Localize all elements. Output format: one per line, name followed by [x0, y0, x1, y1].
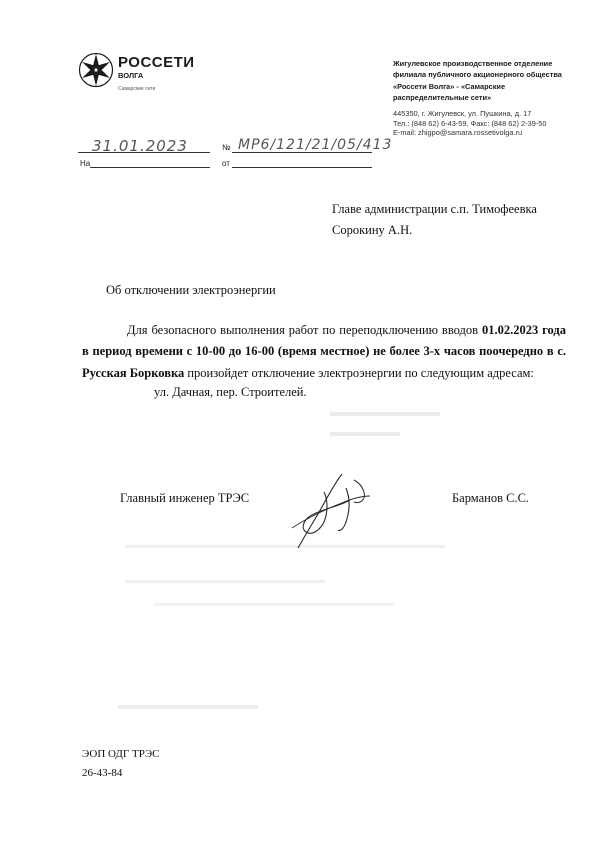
date-line	[78, 152, 210, 153]
ot-line	[232, 167, 372, 168]
executor-department: ЭОП ОДГ ТРЭС	[82, 748, 160, 760]
logo-subtitle: ВОЛГА	[118, 71, 144, 80]
letter-body	[82, 320, 566, 384]
organization-address	[393, 109, 583, 138]
number-line	[232, 152, 372, 153]
logo-name: РОССЕТИ	[118, 54, 195, 71]
street-list: ул. Дачная, пер. Строителей.	[154, 385, 307, 399]
addressee	[332, 199, 537, 241]
address-line: E-mail: zhigpo@samara.rossetivolga.ru	[393, 128, 523, 138]
org-line: «Россети Волга» - «Самарские	[393, 81, 506, 91]
show-through-decoration	[118, 705, 258, 709]
rosseti-logo-icon	[78, 52, 114, 88]
logo-subtitle-small: Самарские сети	[118, 86, 156, 92]
addressee-line-1: Главе администрации с.п. Тимофеевка	[332, 202, 537, 216]
handwritten-number: МР6/121/21/05/413	[238, 137, 393, 153]
handwritten-date: 31.01.2023	[92, 137, 188, 155]
executor-phone: 26-43-84	[82, 767, 123, 779]
body-text-part: произойдет отключение электроэнергии по следующим адресам:	[184, 365, 534, 380]
show-through-decoration	[330, 410, 450, 440]
signer-name: Барманов С.С.	[452, 491, 530, 505]
signer-position: Главный инженер ТРЭС	[120, 491, 250, 505]
show-through-decoration	[125, 545, 445, 625]
ot-label: от	[222, 159, 230, 168]
organization-name	[393, 58, 583, 104]
org-line: Жигулевское производственное отделение	[393, 59, 553, 68]
body-bold-part: 01.02.2023 года в период времени с 10-00 до 16-00 (время местное) не более 3-х часов поочередно в с. Русская Борковка	[82, 323, 566, 380]
org-line: филиала публичного акционерного общества	[393, 70, 562, 80]
number-label: №	[222, 143, 231, 152]
letter-subject: Об отключении электроэнергии	[106, 283, 276, 297]
address-line: Тел.: (848 62) 6-43-59, Факс: (848 62) 2-39-50	[393, 118, 547, 128]
body-text-part: Для безопасного выполнения работ по переподключению вводов	[127, 323, 482, 337]
na-label: На	[80, 159, 91, 168]
handwritten-signature	[284, 470, 384, 552]
address-line: 445350, г. Жигулевск, ул. Пушкина, д. 17	[393, 109, 532, 118]
addressee-line-2: Сорокину А.Н.	[332, 223, 413, 237]
org-line: распределительные сети»	[393, 93, 492, 103]
na-line	[90, 167, 210, 168]
